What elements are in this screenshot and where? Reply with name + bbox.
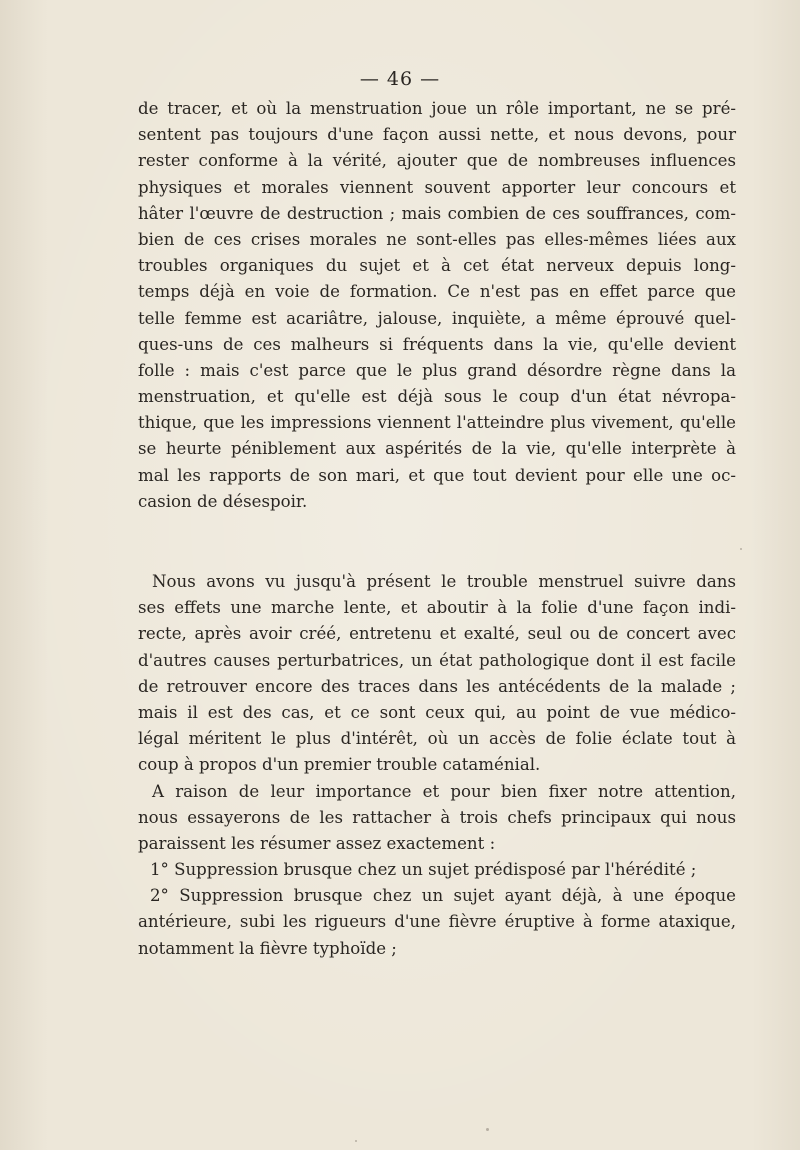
text-line: menstruation, et qu'elle est déjà sous le coup d'un état névropa- (138, 387, 736, 407)
text-line: se heurte péniblement aux aspérités de la vie, qu'elle interprète à (138, 439, 736, 459)
text-line: nous essayerons de les rattacher à trois chefs principaux qui nous (138, 807, 736, 827)
paragraph-2 (138, 569, 736, 962)
text-line: bien de ces crises morales ne sont-elles pas elles-mêmes liées aux (138, 229, 736, 249)
text-line: antérieure, subi les rigueurs d'une fièvre éruptive à forme ataxique, (138, 912, 736, 932)
text-line: thique, que les impressions viennent l'atteindre plus vivement, qu'elle (138, 413, 736, 433)
paper-speck (355, 1140, 357, 1142)
text-line: de retrouver encore des traces dans les antécédents de la malade ; (138, 676, 736, 696)
text-line: mal les rapports de son mari, et que tout devient pour elle une oc- (138, 465, 736, 485)
text-line: troubles organiques du sujet et à cet état nerveux depuis long- (138, 256, 736, 276)
text-line: légal méritent le plus d'intérêt, où un accès de folie éclate tout à (138, 729, 736, 749)
text-line: A raison de leur importance et pour bien fixer notre attention, (152, 781, 736, 801)
text-line: casion de désespoir. (138, 491, 308, 511)
text-line: temps déjà en voie de formation. Ce n'est pas en effet parce que (138, 282, 736, 302)
list-item-2: 2° Suppression brusque chez un sujet ayant déjà, à une époque (150, 886, 736, 906)
text-line: Nous avons vu jusqu'à présent le trouble menstruel suivre dans (152, 572, 736, 591)
text-line: notamment la fièvre typhoïde ; (138, 938, 397, 958)
text-line: folle : mais c'est parce que le plus grand désordre règne dans la (138, 360, 736, 380)
paper-speck (740, 548, 742, 550)
text-line: d'autres causes perturbatrices, un état pathologique dont il est facile (138, 650, 736, 670)
paper-speck (486, 1128, 489, 1131)
text-line: ques-uns de ces malheurs si fréquents dans la vie, qu'elle devient (138, 334, 736, 354)
list-item-1: 1° Suppression brusque chez un sujet prédisposé par l'hérédité ; (150, 860, 697, 880)
text-line: ses effets une marche lente, et aboutir à la folie d'une façon indi- (138, 598, 736, 618)
text-line: recte, après avoir créé, entretenu et exalté, seul ou de concert avec (138, 624, 736, 644)
text-line: rester conforme à la vérité, ajouter que de nombreuses influences (138, 151, 736, 171)
text-line: mais il est des cas, et ce sont ceux qui, au point de vue médico- (138, 702, 736, 722)
text-line: paraissent les résumer assez exactement : (138, 833, 496, 853)
text-line: telle femme est acariâtre, jalouse, inquiète, a même éprouvé quel- (138, 308, 736, 328)
text-line: de tracer, et où la menstruation joue un rôle important, ne se pré- (138, 99, 736, 118)
text-line: hâter l'œuvre de destruction ; mais combien de ces souffrances, com- (138, 203, 736, 223)
text-line: coup à propos d'un premier trouble cataménial. (138, 755, 541, 775)
paragraph-1 (138, 96, 736, 515)
page-number: — 46 — (359, 68, 441, 90)
text-line: sentent pas toujours d'une façon aussi nette, et nous devons, pour (138, 125, 736, 145)
text-line: physiques et morales viennent souvent apporter leur concours et (138, 177, 736, 197)
